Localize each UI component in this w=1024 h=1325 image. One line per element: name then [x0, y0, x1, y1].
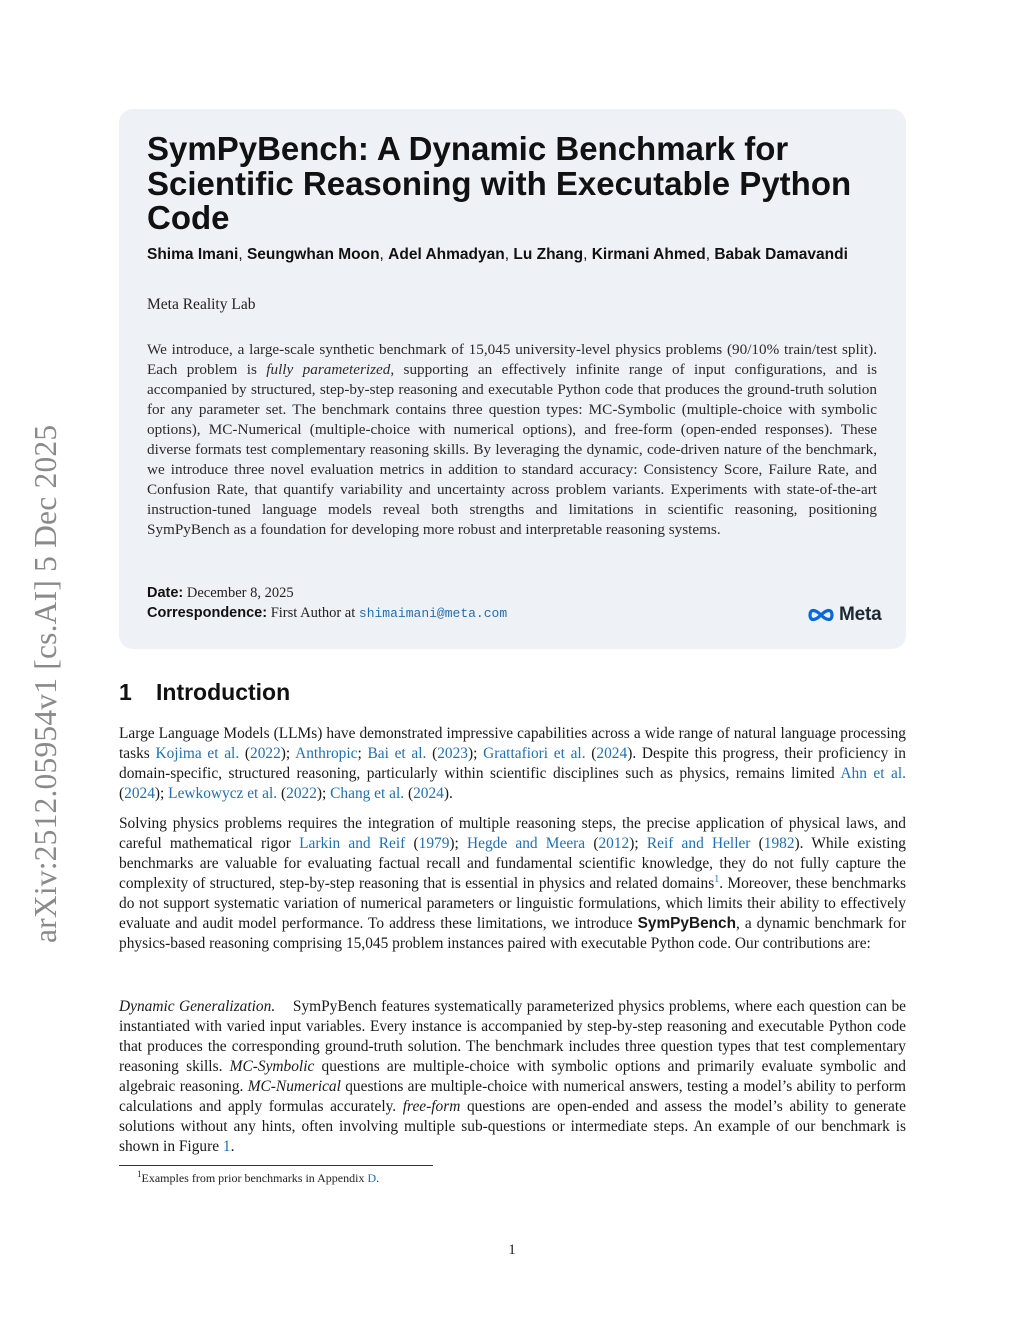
body-text: ); — [449, 835, 468, 852]
author-name: Lu Zhang — [513, 246, 584, 263]
body-text: . Moreover, these benchmarks do not support systematic variation of numerical parameters or linguistic formulations, which limits their ability to effectively evaluate and audit model performance. To address these limitations, we introduce — [119, 875, 906, 932]
author-separator: , — [238, 246, 247, 263]
body-text: . — [230, 1138, 235, 1155]
body-text: , a dynamic benchmark for physics-based reasoning comprising 15,045 problem instances paired with executable Python code. Our contributions are: — [119, 915, 906, 952]
body-text: SymPyBench features systematically parameterized physics problems, where each question can be instantiated with varied input variables. Every instance is accompanied by step-by-step reasoning and executable Python code that produces the corresponding ground-truth solution. The benchmark includes three question types that test complementary reasoning skills. — [119, 998, 906, 1075]
section-heading — [119, 677, 290, 707]
citation-year-link[interactable]: 2022 — [250, 745, 281, 762]
body-text: questions are multiple-choice with symbolic options and primarily evaluate symbolic and algebraic reasoning. — [119, 1058, 906, 1095]
citation-year-link[interactable]: 2012 — [598, 835, 630, 852]
page-number: 1 — [508, 1242, 516, 1258]
citation-year-link[interactable]: 2022 — [286, 785, 317, 802]
author-name: Adel Ahmadyan — [388, 246, 505, 263]
body-text: ( — [119, 785, 125, 802]
body-text: Large Language Models (LLMs) have demonstrated impressive capabilities across a wide range of natural language processing tasks — [119, 725, 906, 762]
figure-reference-link[interactable]: 1 — [222, 1138, 231, 1155]
correspondence-text: First Author at — [270, 605, 356, 621]
correspondence-email-link[interactable]: shimaimani@meta.com — [358, 606, 508, 621]
section-title: Introduction — [156, 679, 291, 705]
abstract-text: , supporting an effectively infinite range of input configurations, and is accompanied by structured, step-by-step reasoning and executable Python code that produces the ground-truth solution for any parameter set. The benchmark contains three question types: MC-Symbolic (multiple-choice with symbolic options), MC-Numerical (multiple-choice with numerical options), and free-form (open-ended responses). These diverse formats test complementary reasoning skills. By leveraging the dynamic, code-driven nature of the benchmark, we introduce three novel evaluation metrics in addition to standard accuracy: Consistency Score, Failure Rate, and Confusion Rate, that quantify variability and uncertainty across problem variants. Experiments with state-of-the-art instruction-tuned language models reveal both strengths and limitations in scientific reasoning, positioning SymPyBench as a foundation for developing more robust and interpretable reasoning systems. — [147, 361, 877, 538]
correspondence-line — [147, 603, 507, 624]
citation-link[interactable]: Bai et al. — [367, 745, 427, 762]
affiliation: Meta Reality Lab — [147, 296, 256, 313]
citation-link[interactable]: Kojima et al. — [155, 745, 240, 762]
author-separator: , — [705, 246, 715, 263]
question-type: MC-Symbolic — [229, 1058, 315, 1075]
citation-link[interactable]: Anthropic — [295, 745, 358, 762]
author-separator: , — [504, 246, 514, 263]
abstract — [147, 340, 877, 540]
intro-paragraph-2 — [119, 814, 906, 954]
meta-infinity-icon — [806, 606, 836, 624]
abstract-emphasis: fully parameterized — [266, 361, 391, 378]
abstract-text: We introduce, a large-scale synthetic benchmark of 15,045 university-level physics problems (90/10% train/test split). Each problem is — [147, 341, 877, 378]
body-text: ). While existing benchmarks are valuable for evaluating factual recall and fundamental scientific knowledge, they do not fully capture the complexity of structured, step-by-step reasoning that is essential in physics and related domains — [119, 835, 906, 892]
body-text: ( — [585, 745, 597, 762]
author-name: Kirmani Ahmed — [591, 246, 706, 263]
arxiv-identifier: arXiv:2512.05954v1 [cs.AI] 5 Dec 2025 — [28, 424, 63, 943]
author-separator: , — [379, 246, 389, 263]
intro-paragraph-1 — [119, 724, 906, 804]
citation-link[interactable]: Larkin and Reif — [299, 835, 406, 852]
correspondence-label: Correspondence: — [147, 605, 268, 621]
citation-year-link[interactable]: 2024 — [413, 785, 444, 802]
citation-link[interactable]: Chang et al. — [330, 785, 405, 802]
citation-year-link[interactable]: 2024 — [124, 785, 155, 802]
footnote-mark: 1 — [137, 1169, 142, 1179]
question-type: MC-Numerical — [247, 1078, 341, 1095]
body-text: ( — [585, 835, 599, 852]
footnote-end: . — [376, 1171, 380, 1185]
contribution-paragraph — [119, 997, 906, 1157]
date-line — [147, 583, 294, 603]
section-number: 1 — [119, 679, 132, 705]
paper-title: SymPyBench: A Dynamic Benchmark for Scientific Reasoning with Executable Python Code — [147, 130, 852, 236]
body-text: ). — [443, 785, 453, 802]
citation-link[interactable]: Lewkowycz et al. — [168, 785, 278, 802]
body-text: ( — [426, 745, 438, 762]
citation-link[interactable]: Hegde and Meera — [467, 835, 586, 852]
benchmark-name: SymPyBench — [637, 915, 736, 932]
footnote-text: Examples from prior benchmarks in Appendix — [141, 1171, 368, 1185]
citation-year-link[interactable]: 1979 — [418, 835, 450, 852]
citation-year-link[interactable]: 2023 — [437, 745, 468, 762]
date-label: Date: — [147, 585, 184, 601]
body-text: ; — [357, 745, 368, 762]
citation-year-link[interactable]: 2024 — [596, 745, 628, 762]
author-list — [147, 245, 887, 265]
author-name: Babak Damavandi — [714, 246, 848, 263]
appendix-reference-link[interactable]: D — [367, 1171, 377, 1185]
body-text: ( — [750, 835, 764, 852]
citation-link[interactable]: Grattafiori et al. — [483, 745, 586, 762]
body-text: ); — [316, 785, 331, 802]
question-type: free-form — [402, 1098, 461, 1115]
body-text: ); — [280, 745, 296, 762]
body-text: Solving physics problems requires the integration of multiple reasoning steps, the precise application of physical laws, and careful mathematical rigor — [119, 815, 906, 852]
author-separator: , — [583, 246, 592, 263]
meta-wordmark: Meta — [839, 604, 882, 625]
body-text: ); — [467, 745, 484, 762]
date-value: December 8, 2025 — [186, 585, 294, 601]
body-text: ); — [154, 785, 169, 802]
meta-logo — [806, 603, 882, 627]
body-text: ( — [405, 835, 419, 852]
body-text: questions are open-ended and assess the model’s ability to generate solutions without any hints, often involving multiple sub-questions or intermediate steps. An example of our benchmark is shown in Figure — [119, 1098, 906, 1155]
body-text: ( — [404, 785, 414, 802]
footnote-marker-link[interactable]: 1 — [714, 873, 720, 885]
author-name: Seungwhan Moon — [246, 246, 380, 263]
citation-link[interactable]: Ahn et al. — [840, 765, 906, 782]
body-text: ); — [629, 835, 647, 852]
citation-year-link[interactable]: 1982 — [763, 835, 795, 852]
body-text: ( — [277, 785, 287, 802]
body-text: ( — [239, 745, 251, 762]
body-text: questions are multiple-choice with numerical answers, testing a model’s ability to perform calculations and apply formulas accurately. — [119, 1078, 906, 1115]
author-name: Shima Imani — [147, 246, 239, 263]
body-text: ). Despite this progress, their proficiency in domain-specific, structured reasoning, particularly within scientific disciplines such as physics, remains limited — [119, 745, 906, 782]
contribution-lead: Dynamic Generalization. — [119, 998, 276, 1015]
citation-link[interactable]: Reif and Heller — [646, 835, 751, 852]
footnote-rule — [119, 1165, 433, 1166]
footnote — [137, 1170, 379, 1186]
